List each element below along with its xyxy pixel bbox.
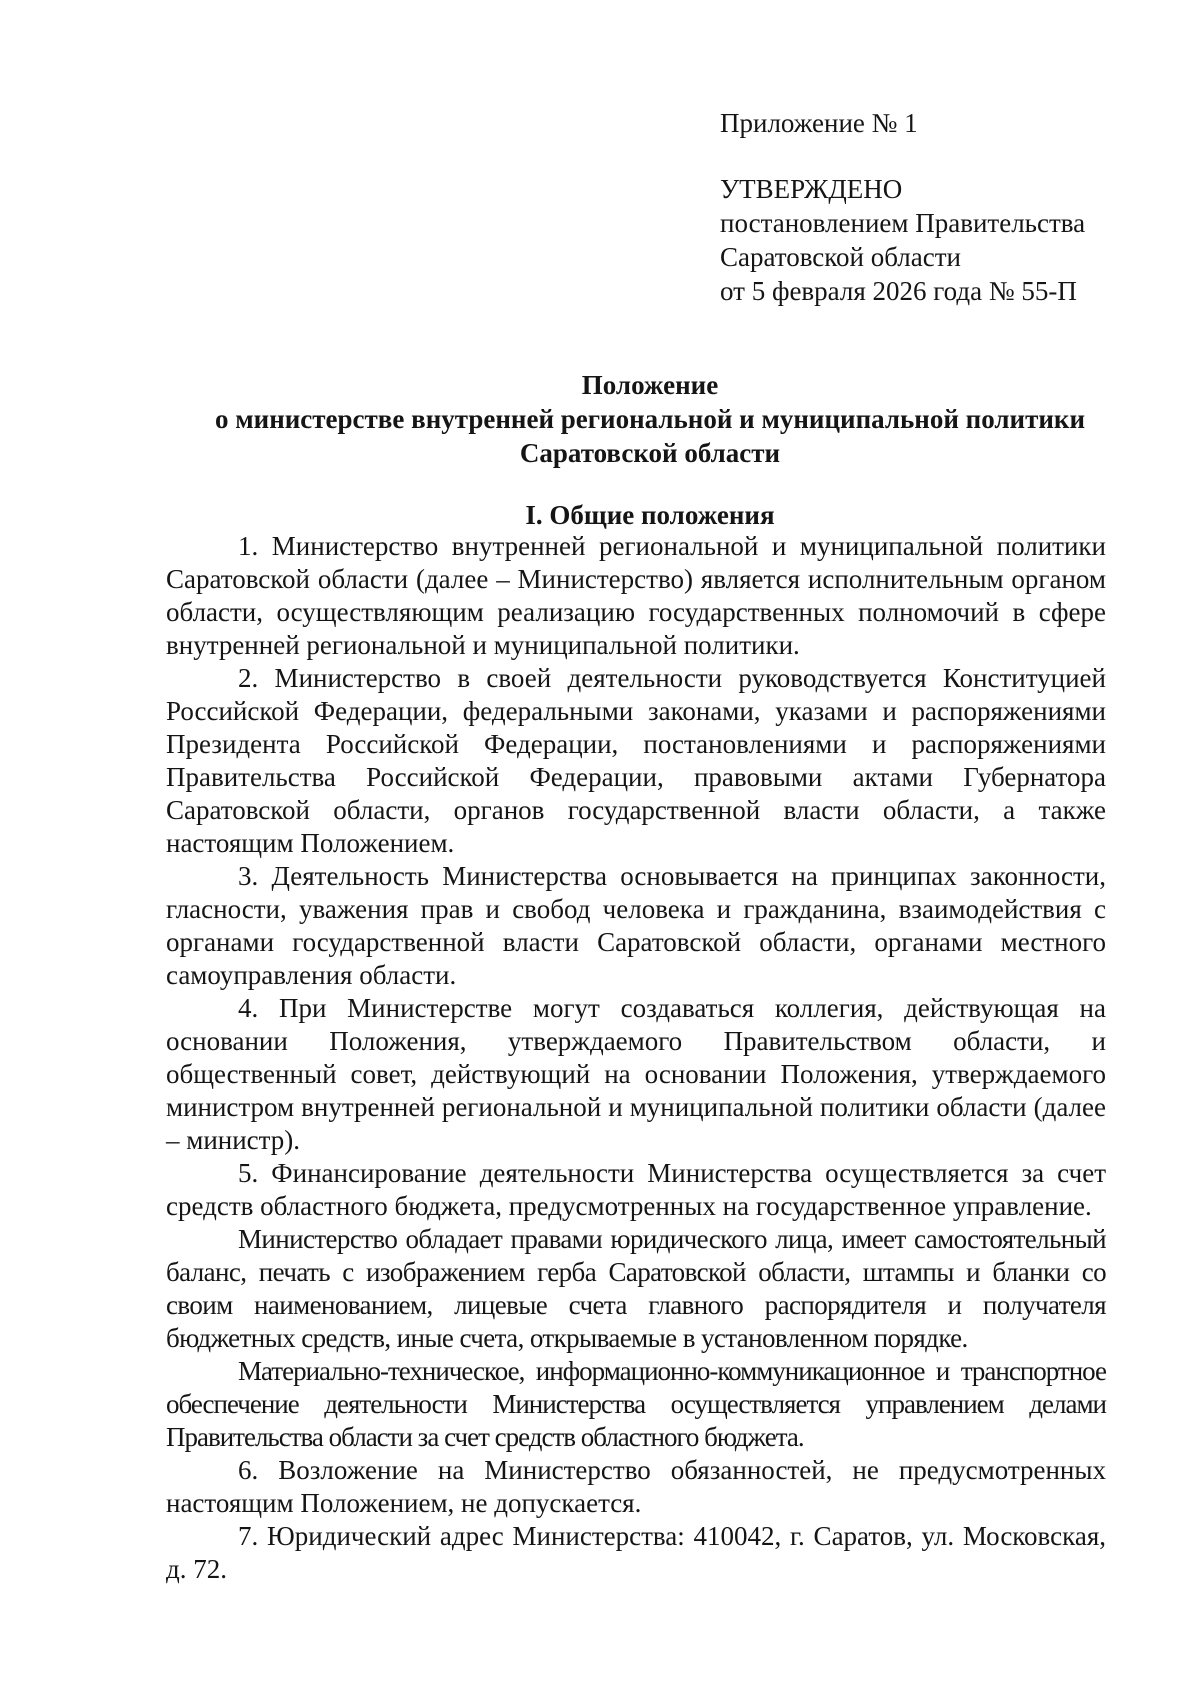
approval-line-3: от 5 февраля 2026 года № 55-П bbox=[720, 276, 1077, 306]
approval-line-1: постановлением Правительства bbox=[720, 208, 1086, 238]
paragraph-4: 4. При Министерстве могут создаваться коллегия, действующая на основании Положения, утверждаемого Правительством области, и общественный совет, действующий на основании Положения, утверждаемого министром внутренней региональной и муниципальной политики области (далее – министр). bbox=[166, 993, 1106, 1155]
paragraph-6: 6. Возложение на Министерство обязанностей, не предусмотренных настоящим Положением, не допускается. bbox=[166, 1455, 1106, 1518]
approved-stamp-text: УТВЕРЖДЕНО bbox=[720, 174, 903, 204]
paragraph-2: 2. Министерство в своей деятельности руководствуется Конституцией Российской Федерации, федеральными законами, указами и распоряжениями Президента Российской Федерации, постановлениями и распоряжениями Правительства Российской Федерации, правовыми актами Губернатора Саратовской области, органов государственной власти области, а также настоящим Положением. bbox=[166, 663, 1106, 858]
appendix-number: Приложение № 1 bbox=[720, 108, 918, 138]
title-line-1: Положение bbox=[581, 370, 719, 400]
title-line-3: Саратовской области bbox=[519, 438, 781, 468]
section-heading: I. Общие положения bbox=[525, 500, 775, 530]
document-body bbox=[166, 530, 1106, 1586]
paragraph-7: 7. Юридический адрес Министерства: 410042, г. Саратов, ул. Московская, д. 72. bbox=[166, 1521, 1106, 1584]
document-title bbox=[130, 368, 1170, 470]
paragraph-3: 3. Деятельность Министерства основывается на принципах законности, гласности, уважения прав и свобод человека и гражданина, взаимодействия с органами государственной власти Саратовской области, органами местного самоуправления области. bbox=[166, 861, 1106, 990]
title-line-2: о министерстве внутренней региональной и муниципальной политики bbox=[215, 404, 1085, 434]
paragraph-5-logistics: Материально-техническое, информационно-коммуникационное и транспортное обеспечение деятельности Министерства осуществляется управлением делами Правительства области за счет средств областного бюджета. bbox=[166, 1356, 1106, 1452]
approval-line-2: Саратовской области bbox=[720, 242, 961, 272]
paragraph-5-legal-entity: Министерство обладает правами юридического лица, имеет самостоятельный баланс, печать с изображением герба Саратовской области, штампы и бланки со своим наименованием, лицевые счета главного распорядителя и получателя бюджетных средств, иные счета, открываемые в установленном порядке. bbox=[166, 1224, 1106, 1353]
paragraph-1: 1. Министерство внутренней региональной и муниципальной политики Саратовской области (далее – Министерство) является исполнительным органом области, осуществляющим реализацию государственных полномочий в сфере внутренней региональной и муниципальной политики. bbox=[166, 531, 1106, 660]
approval-block bbox=[720, 106, 1085, 308]
paragraph-5: 5. Финансирование деятельности Министерства осуществляется за счет средств областного бюджета, предусмотренных на государственное управление. bbox=[166, 1158, 1106, 1221]
